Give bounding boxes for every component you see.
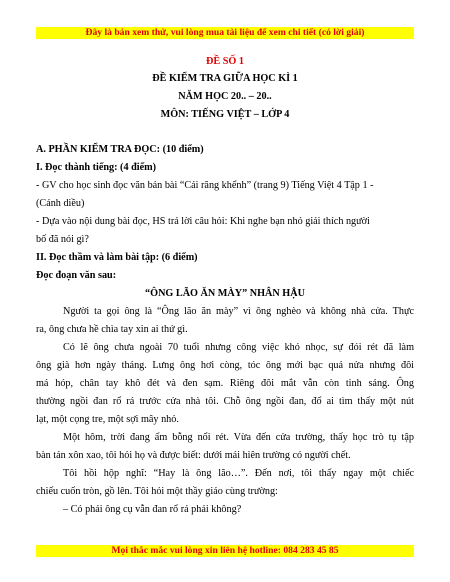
story-line: – Có phải ông cụ vẫn đan rổ rá phải không? — [63, 504, 242, 515]
story-title: “ÔNG LÃO ĂN MÀY” NHÂN HẬU — [145, 288, 305, 299]
part-1-heading: I. Đọc thành tiếng: (4 điểm) — [36, 162, 156, 173]
part-1-line: bố đã nói gì? — [36, 234, 89, 245]
reading-instruction: Đọc đoạn văn sau: — [36, 270, 117, 281]
story-line: Có lẽ ông chưa ngoài 70 tuổi nhưng công việc khó nhọc, sự đói rét đã làm — [63, 342, 414, 353]
story-line: thường ngồi đan rổ rá trước cửa nhà tôi. Chỗ ông ngồi đan, đố ai tìm thấy một nút — [36, 396, 414, 407]
story-line: bàn tán xôn xao, tôi hỏi họ và được biết: dưới mái hiên trường có người chết. — [36, 450, 351, 461]
section-a-heading: A. PHẦN KIỂM TRA ĐỌC: (10 điểm) — [36, 144, 204, 155]
story-line: Người ta gọi ông là “Ông lão ăn mày” vì ông nghèo và không nhà cửa. Thực — [63, 306, 414, 317]
story-line: Một hôm, trời đang ấm bỗng nổi rét. Vừa đến cửa trường, thấy học trò tụ tập — [63, 432, 414, 443]
part-1-line: - Dựa vào nội dung bài đọc, HS trả lời câu hỏi: Khi nghe bạn nhỏ giải thích người — [36, 216, 370, 227]
story-line: ra, ông chưa hề chìa tay xin ai thứ gì. — [36, 324, 188, 335]
story-line: Tôi hồi hộp nghĩ: “Hay là ông lão…”. Đến nơi, tôi thấy ngay một chiếc — [63, 468, 414, 479]
story-line: má hóp, chân tay khô đét và đen sạm. Riêng đôi mắt vẫn còn tinh sáng. Ông — [36, 378, 414, 389]
subject-line: MÔN: TIẾNG VIỆT – LỚP 4 — [160, 109, 290, 120]
hotline-banner: Mọi thắc mắc vui lòng xin liên hệ hotline: 084 283 45 85 — [36, 545, 414, 557]
story-line: ông già hơn ngày tháng. Lưng ông hơi còng, tóc ông mới bạc quá nửa nhưng đôi — [36, 360, 414, 371]
exam-number: ĐỀ SỐ 1 — [206, 56, 244, 67]
story-line: chiếu cuốn tròn, gồ lên. Tôi hỏi một thầy giáo cùng trường: — [36, 486, 278, 497]
school-year: NĂM HỌC 20.. – 20.. — [178, 91, 272, 102]
part-2-heading: II. Đọc thầm và làm bài tập: (6 điểm) — [36, 252, 198, 263]
part-1-line: - GV cho học sinh đọc văn bản bài “Cái răng khểnh” (trang 9) Tiếng Việt 4 Tập 1 - — [36, 180, 374, 191]
preview-notice-banner: Đây là bản xem thử, vui lòng mua tài liệu để xem chi tiết (có lời giải) — [36, 27, 414, 39]
part-1-line: (Cánh diều) — [36, 198, 85, 209]
exam-title: ĐỀ KIỂM TRA GIỮA HỌC KÌ 1 — [152, 73, 298, 84]
story-line: lạt, một cọng tre, một sợi mây nhỏ. — [36, 414, 179, 425]
